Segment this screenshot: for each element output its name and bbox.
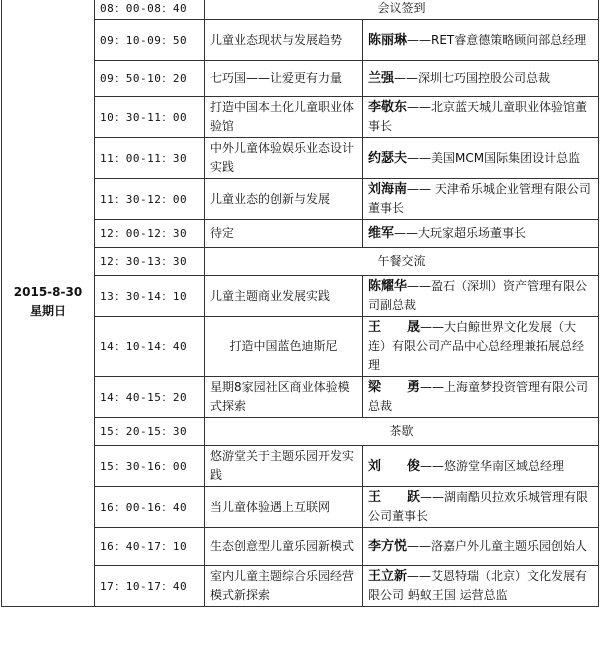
speaker-cell: [363, 487, 599, 528]
time-cell: 15：30-16：00: [95, 446, 205, 487]
date-cell: 2015-8-30 星期日: [2, 0, 95, 607]
topic-cell: 当儿童体验遇上互联网: [205, 487, 363, 528]
speaker-cell: [363, 528, 599, 566]
topic-cell: 中外儿童体验娱乐业态设计实践: [205, 138, 363, 179]
speaker-affiliation: —— 天津希乐城企业管理有限公司董事长: [368, 182, 591, 215]
speaker-cell: [363, 317, 599, 377]
speaker-cell: [363, 179, 599, 220]
agenda-table: [1, 0, 599, 607]
break-cell: 茶歇: [205, 418, 599, 446]
topic-cell: 星期8家园社区商业体验模式探索: [205, 377, 363, 418]
speaker-affiliation: ——美国MCM国际集团设计总监: [407, 150, 581, 165]
speaker-name: 刘 俊: [368, 458, 421, 474]
speaker-name: 兰强: [368, 71, 395, 86]
speaker-name: 梁 勇: [368, 380, 421, 395]
speaker-affiliation: ——艾恩特瑞（北京）文化发展有限公司 蚂蚁王国 运营总监: [368, 569, 588, 602]
topic-cell: 打造中国本土化儿童职业体验馆: [205, 97, 363, 138]
speaker-name: 李方悦: [368, 539, 408, 554]
speaker-cell: [363, 377, 599, 418]
time-cell: 09：10-09：50: [95, 20, 205, 61]
speaker-name: 王立新: [368, 569, 408, 584]
speaker-cell: [363, 446, 599, 487]
time-cell: 12：00-12：30: [95, 220, 205, 248]
speaker-cell: [363, 97, 599, 138]
speaker-name: 陈丽琳: [368, 32, 408, 48]
speaker-cell: [363, 138, 599, 179]
speaker-affiliation: ——洛嘉户外儿童主题乐园创始人: [407, 539, 588, 553]
speaker-cell: [363, 566, 599, 607]
time-cell: 14：40-15：20: [95, 377, 205, 418]
topic-cell: 七巧国——让爱更有力量: [205, 61, 363, 97]
speaker-cell: [363, 276, 599, 317]
speaker-cell: [363, 61, 599, 97]
topic-cell: 打造中国蓝色迪斯尼: [205, 317, 363, 377]
topic-cell: 儿童主题商业发展实践: [205, 276, 363, 317]
topic-cell: 室内儿童主题综合乐园经营模式新探索: [205, 566, 363, 607]
speaker-affiliation: ——悠游堂华南区域总经理: [420, 458, 565, 473]
time-cell: 10：30-11：00: [95, 97, 205, 138]
speaker-affiliation: ——北京蓝天城儿童职业体验馆董事长: [368, 100, 588, 133]
time-cell: 14：10-14：40: [95, 317, 205, 377]
speaker-affiliation: ——湖南酷贝拉欢乐城管理有限公司董事长: [368, 490, 589, 523]
time-cell: 15：20-15：30: [95, 418, 205, 446]
speaker-name: 维军: [368, 226, 395, 241]
time-cell: 16：40-17：10: [95, 528, 205, 566]
topic-cell: 儿童业态现状与发展趋势: [205, 20, 363, 61]
time-cell: 09：50-10：20: [95, 61, 205, 97]
time-cell: 13：30-14：10: [95, 276, 205, 317]
time-cell: 17：10-17：40: [95, 566, 205, 607]
time-cell: 11：30-12：00: [95, 179, 205, 220]
speaker-name: 王 晟: [368, 320, 421, 335]
speaker-affiliation: ——RET睿意德策略顾问部总经理: [407, 32, 587, 47]
speaker-name: 约瑟夫: [368, 150, 408, 166]
topic-cell: 待定: [205, 220, 363, 248]
break-cell: 会议签到: [205, 0, 599, 20]
speaker-affiliation: ——深圳七巧国控股公司总裁: [394, 71, 551, 85]
speaker-name: 刘海南: [368, 182, 408, 197]
topic-cell: 生态创意型儿童乐园新模式: [205, 528, 363, 566]
time-cell: 11：00-11：30: [95, 138, 205, 179]
speaker-affiliation: ——上海童梦投资管理有限公司总裁: [368, 380, 589, 413]
speaker-name: 李敬东: [368, 100, 408, 115]
speaker-name: 陈耀华: [368, 279, 408, 294]
agenda-body: [2, 0, 599, 607]
topic-cell: 儿童业态的创新与发展: [205, 179, 363, 220]
speaker-affiliation: ——盈石（深圳）资产管理有限公司副总裁: [368, 279, 588, 312]
time-cell: 16：00-16：40: [95, 487, 205, 528]
break-row: [2, 0, 599, 20]
speaker-cell: [363, 220, 599, 248]
speaker-affiliation: ——大玩家超乐场董事长: [394, 226, 527, 240]
break-cell: 午餐交流: [205, 248, 599, 276]
speaker-name: 王 跃: [368, 490, 421, 505]
topic-cell: 悠游堂关于主题乐园开发实践: [205, 446, 363, 487]
time-cell: 12：30-13：30: [95, 248, 205, 276]
speaker-cell: [363, 20, 599, 61]
time-cell: 08：00-08：40: [95, 0, 205, 20]
speaker-affiliation: ——大白鲸世界文化发展（大连）有限公司产品中心总经理兼拓展总经理: [368, 320, 585, 372]
